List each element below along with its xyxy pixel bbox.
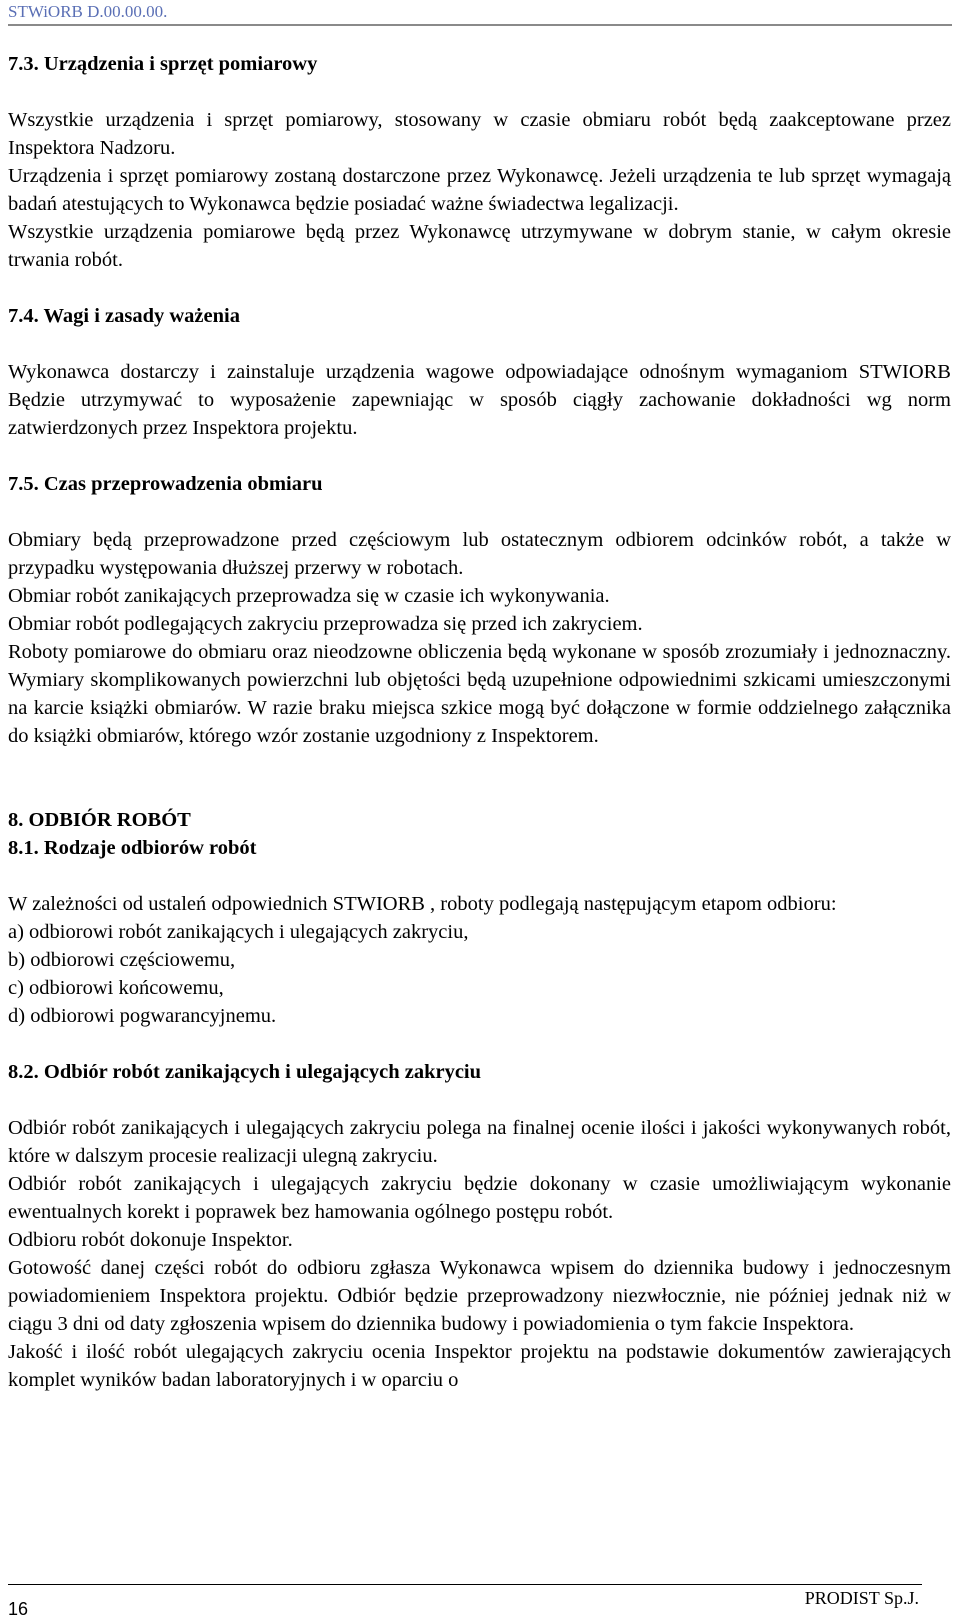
list-item: c) odbiorowi końcowemu,	[8, 977, 224, 999]
section-7-5-heading: 7.5. Czas przeprowadzenia obmiaru	[8, 473, 323, 495]
section-7-5-paragraph: Obmiar robót zanikających przeprowadza się w czasie ich wykonywania.	[8, 585, 610, 607]
header-divider	[8, 24, 952, 26]
section-8-2-paragraph: Odbiór robót zanikających i ulegających zakryciu polega na finalnej ocenie ilości i jakości wykonywanych robót, które w dalszym procesie realizacji ulegną zakryciu.	[8, 1117, 951, 1167]
section-7-3-paragraph: Wszystkie urządzenia pomiarowe będą przez Wykonawcę utrzymywane w dobrym stanie, w całym okresie trwania robót.	[8, 221, 951, 271]
section-8-2-paragraph: Odbiór robót zanikających i ulegających zakryciu będzie dokonany w czasie umożliwiającym wykonanie ewentualnych korekt i poprawek bez hamowania ogólnego postępu robót.	[8, 1173, 951, 1223]
section-7-4-paragraph: Wykonawca dostarczy i zainstaluje urządzenia wagowe odpowiadające odnośnym wymaganiom STWIORB Będzie utrzymywać to wyposażenie zapewniając w sposób ciągły zachowanie dokładności wg norm zatwierdzonych przez Inspektora projektu.	[8, 361, 951, 439]
section-8-1-heading: 8.1. Rodzaje odbiorów robót	[8, 837, 257, 859]
footer-company: PRODIST Sp.J.	[804, 1588, 919, 1608]
document-header: STWiORB D.00.00.00.	[8, 2, 168, 21]
section-7-5-paragraph: Obmiar robót podlegających zakryciu przeprowadza się przed ich zakryciem.	[8, 613, 643, 635]
section-8-2-paragraph: Gotowość danej części robót do odbioru zgłasza Wykonawca wpisem do dziennika budowy i jednoczesnym powiadomieniem Inspektora projektu. Odbiór będzie przeprowadzony niezwłocznie, nie później jednak niż w ciągu 3 dni od daty zgłoszenia wpisem do dziennika budowy i powiadomienia o tym fakcie Inspektora.	[8, 1257, 951, 1335]
section-7-5-paragraph: Roboty pomiarowe do obmiaru oraz nieodzowne obliczenia będą wykonane w sposób zrozumiały i jednoznaczny. Wymiary skomplikowanych powierzchni lub objętości będą uzupełnione odpowiednimi szkicami umieszczonymi na karcie książki obmiarów. W razie braku miejsca szkice mogą być dołączone w formie oddzielnego załącznika do książki obmiarów, którego wzór zostanie uzgodniony z Inspektorem.	[8, 641, 951, 747]
section-7-5-paragraph: Obmiary będą przeprowadzone przed częściowym lub ostatecznym odbiorem odcinków robót, a także w przypadku występowania dłuższej przerwy w robotach.	[8, 529, 951, 579]
footer-divider	[8, 1584, 922, 1585]
section-7-3-paragraph: Urządzenia i sprzęt pomiarowy zostaną dostarczone przez Wykonawcę. Jeżeli urządzenia te lub sprzęt wymagają badań atestujących to Wykonawca będzie posiadać ważne świadectwa legalizacji.	[8, 165, 951, 215]
list-item: d) odbiorowi pogwarancyjnemu.	[8, 1005, 277, 1027]
section-7-3-paragraph: Wszystkie urządzenia i sprzęt pomiarowy, stosowany w czasie obmiaru robót będą zaakceptowane przez Inspektora Nadzoru.	[8, 109, 951, 159]
section-8-heading: 8. ODBIÓR ROBÓT	[8, 809, 191, 831]
section-8-2-paragraph: Odbioru robót dokonuje Inspektor.	[8, 1229, 293, 1251]
section-7-3-heading: 7.3. Urządzenia i sprzęt pomiarowy	[8, 53, 318, 75]
section-8-1-intro: W zależności od ustaleń odpowiednich STWIORB , roboty podlegają następującym etapom odbioru:	[8, 893, 837, 915]
section-7-4-heading: 7.4. Wagi i zasady ważenia	[8, 305, 240, 327]
section-8-2-heading: 8.2. Odbiór robót zanikających i ulegających zakryciu	[8, 1061, 482, 1083]
document-body	[8, 50, 951, 1394]
page-number: 16	[8, 1599, 29, 1619]
list-item: a) odbiorowi robót zanikających i ulegających zakryciu,	[8, 921, 469, 943]
section-8-2-paragraph: Jakość i ilość robót ulegających zakryciu ocenia Inspektor projektu na podstawie dokumentów zawierających komplet wyników badan laboratoryjnych i w oparciu o	[8, 1341, 951, 1391]
list-item: b) odbiorowi częściowemu,	[8, 949, 236, 971]
